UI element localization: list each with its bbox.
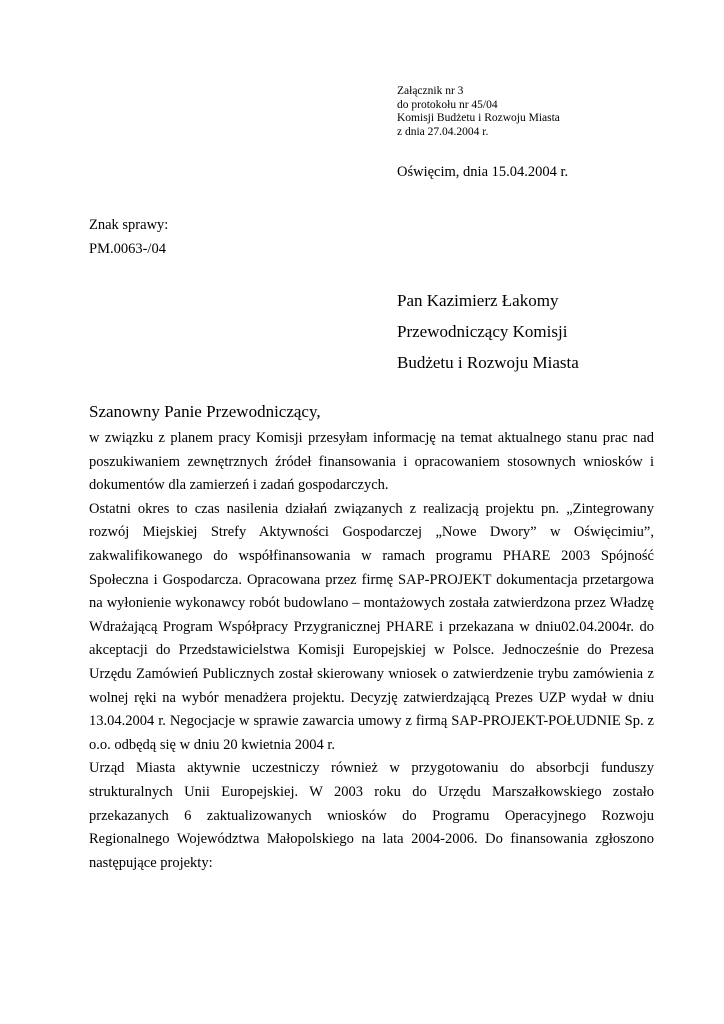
- addressee-position: Przewodniczący Komisji: [397, 322, 568, 341]
- annex-committee: Komisji Budżetu i Rozwoju Miasta: [397, 112, 560, 125]
- case-label: Znak sprawy:: [89, 217, 169, 233]
- addressee-name: Pan Kazimierz Łakomy: [397, 291, 559, 310]
- addressee-block: [397, 285, 579, 378]
- case-reference: [89, 213, 168, 261]
- paragraph-phare-project: Ostatni okres to czas nasilenia działań związanych z realizacją projektu pn. „Zintegrowany rozwój Miejskiej Strefy Aktywności Gospodarczej „Nowe Dwory” w Oświęcimiu”, zakwalifikowanego do współfinansowania w ramach programu PHARE 2003 Spójność Społeczna i Gospodarcza. Opracowana przez firmę SAP-PROJEKT dokumentacja przetargowa na wyłonienie wykonawcy robót budowlano – montażowych została zatwierdzona przez Władzę Wdrażającą Program Współpracy Przygranicznej PHARE i przekazana w dniu02.04.2004r. do akceptacji do Przedstawicielstwa Komisji Europejskiej w Polsce. Jednocześnie do Prezesa Urzędu Zamówień Publicznych został skierowany wniosek o zatwierdzenie trybu zamówienia z wolnej ręki na wybór menadżera projektu. Decyzję zatwierdzającą Prezes UZP wydał w dniu 13.04.2004 r. Negocjacje w sprawie zawarcia umowy z firmą SAP-PROJEKT-POŁUDNIE Sp. z o.o. odbędą się w dniu 20 kwietnia 2004 r.: [89, 500, 654, 753]
- annex-number: Załącznik nr 3: [397, 85, 464, 97]
- annex-protocol: do protokołu nr 45/04: [397, 98, 498, 111]
- paragraph-structural-funds: Urząd Miasta aktywnie uczestniczy również w przygotowaniu do absorbcji funduszy strukturalnych Unii Europejskiej. W 2003 roku do Urzędu Marszałkowskiego zostało przekazanych 6 zaktualizowanych wniosków do Programu Operacyjnego Rozwoju Regionalnego Województwa Małopolskiego na lata 2004-2006. Do finansowania zgłoszono następujące projekty:: [89, 760, 654, 871]
- annex-note: [397, 85, 560, 139]
- annex-date: z dnia 27.04.2004 r.: [397, 125, 489, 138]
- addressee-committee: Budżetu i Rozwoju Miasta: [397, 353, 579, 372]
- salutation: Szanowny Panie Przewodniczący,: [89, 402, 321, 421]
- place-and-date: Oświęcim, dnia 15.04.2004 r.: [397, 164, 569, 180]
- letter-body: [89, 427, 654, 875]
- case-number: PM.0063-/04: [89, 241, 166, 257]
- paragraph-intro: w związku z planem pracy Komisji przesyłam informację na temat aktualnego stanu prac nad poszukiwaniem zewnętrznych źródeł finansowania i opracowaniem stosownych wniosków i dokumentów dla zamierzeń i zadań gospodarczych.: [89, 430, 654, 494]
